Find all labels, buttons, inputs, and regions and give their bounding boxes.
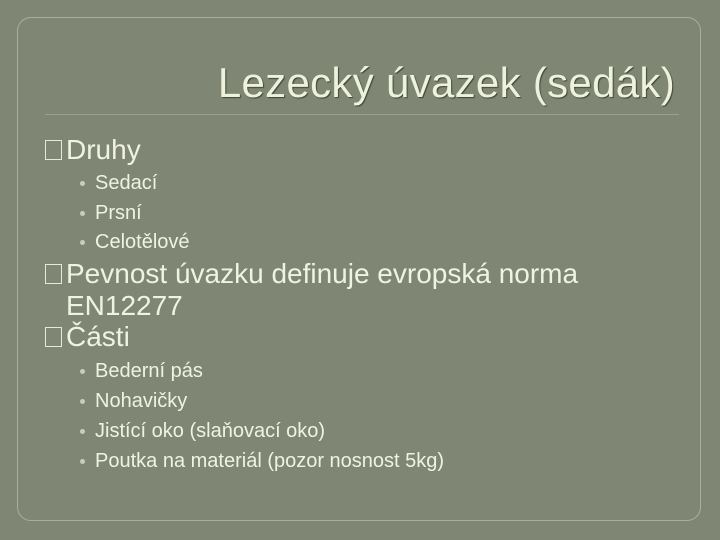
list-item-label: Nohavičky xyxy=(95,390,188,412)
list-item-label: Poutka na materiál (pozor nosnost 5kg) xyxy=(95,450,445,472)
slide-title: Lezecký úvazek (sedák) xyxy=(217,59,675,106)
section-heading: Pevnost úvazku definuje evropská norma xyxy=(66,258,579,289)
round-bullet-icon xyxy=(80,369,85,374)
square-bullet-icon xyxy=(45,327,62,347)
section-heading: Druhy xyxy=(66,134,141,165)
round-bullet-icon xyxy=(80,399,85,404)
round-bullet-icon xyxy=(80,429,85,434)
round-bullet-icon xyxy=(80,459,85,464)
list-item-label: Bederní pás xyxy=(95,360,203,382)
section-heading-continued: EN12277 xyxy=(66,290,183,321)
square-bullet-icon xyxy=(45,264,62,284)
list-item-label: Celotělové xyxy=(95,231,190,253)
round-bullet-icon xyxy=(80,240,85,245)
round-bullet-icon xyxy=(80,211,85,216)
round-bullet-icon xyxy=(80,181,85,186)
list-item-label: Jistící oko (slaňovací oko) xyxy=(95,420,326,442)
section-heading: Části xyxy=(66,321,130,352)
list-item-label: Prsní xyxy=(95,202,142,224)
square-bullet-icon xyxy=(45,140,62,160)
list-item-label: Sedací xyxy=(95,172,158,194)
